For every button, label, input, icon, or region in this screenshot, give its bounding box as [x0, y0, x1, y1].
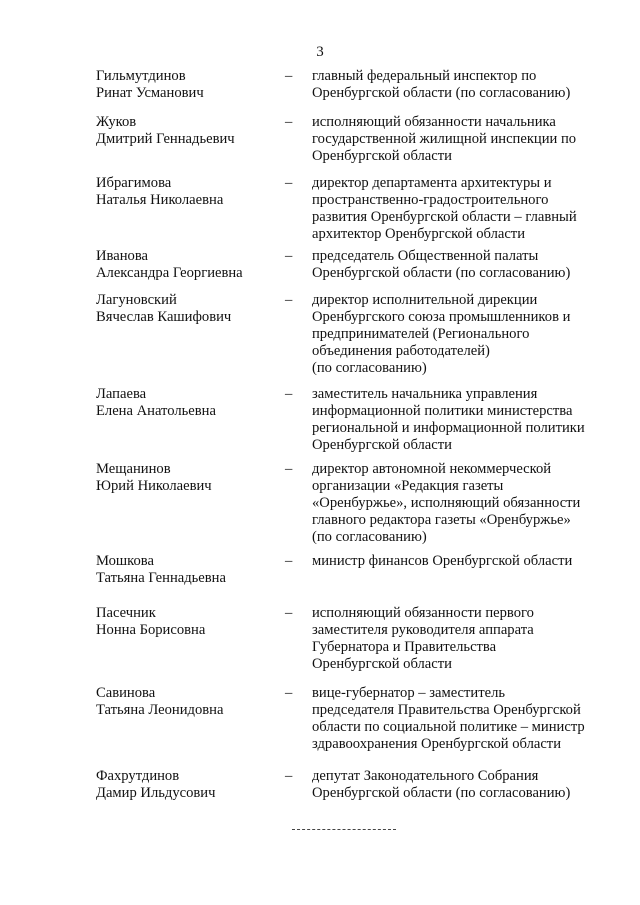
member-position-line: директор автономной некоммерческой [312, 461, 552, 477]
member-position-line: здравоохранения Оренбургской области [312, 736, 561, 752]
member-name [96, 114, 276, 148]
member-name-line: Наталья Николаевна [96, 192, 224, 208]
member-position-line: Губернатора и Правительства [312, 639, 497, 655]
member-position-line: директор исполнительной дирекции [312, 292, 538, 308]
member-position-line: Оренбургской области [312, 148, 452, 164]
page-number: 3 [316, 44, 324, 60]
entry-dash: – [285, 685, 293, 701]
member-name-line: Дамир Ильдусович [96, 785, 216, 801]
member-position-line: исполняющий обязанности первого [312, 605, 534, 621]
member-name-line: Елена Анатольевна [96, 403, 216, 419]
member-position-line: Оренбургской области [312, 437, 452, 453]
member-position-line: архитектор Оренбургской области [312, 226, 525, 242]
member-name [96, 685, 276, 719]
member-name-line: Фахрутдинов [96, 768, 180, 784]
member-name-line: Гильмутдинов [96, 68, 186, 84]
member-name-line: Пасечник [96, 605, 156, 621]
member-name-line: Иванова [96, 248, 148, 264]
member-name [96, 553, 276, 587]
member-position-line: председателя Правительства Оренбургской [312, 702, 581, 718]
member-position-line: главного редактора газеты «Оренбуржье» [312, 512, 571, 528]
member-position [312, 386, 612, 454]
member-name-line: Юрий Николаевич [96, 478, 212, 494]
entry-dash: – [285, 461, 293, 477]
member-position-line: информационной политики министерства [312, 403, 573, 419]
member-name [96, 386, 276, 420]
member-position-line: министр финансов Оренбургской области [312, 553, 573, 569]
member-name-line: Жуков [96, 114, 137, 130]
member-name-line: Мещанинов [96, 461, 171, 477]
member-position-line: (по согласованию) [312, 360, 427, 376]
member-position-line: государственной жилищной инспекции по [312, 131, 577, 147]
member-position [312, 553, 612, 570]
member-name [96, 768, 276, 802]
member-position-line: объединения работодателей) [312, 343, 490, 359]
member-position [312, 68, 612, 102]
member-name [96, 605, 276, 639]
member-name-line: Ринат Усманович [96, 85, 204, 101]
member-position [312, 175, 612, 243]
member-position-line: Оренбургского союза промышленников и [312, 309, 571, 325]
member-position [312, 605, 612, 673]
entry-dash: – [285, 68, 293, 84]
member-position-line: пространственно-градостроительного [312, 192, 549, 208]
member-name-line: Лапаева [96, 386, 147, 402]
member-position-line: заместитель начальника управления [312, 386, 538, 402]
member-name-line: Савинова [96, 685, 156, 701]
member-name [96, 248, 276, 282]
member-position [312, 685, 612, 753]
member-position-line: главный федеральный инспектор по [312, 68, 537, 84]
member-position [312, 768, 612, 802]
member-name-line: Ибрагимова [96, 175, 172, 191]
member-name [96, 68, 276, 102]
member-name-line: Нонна Борисовна [96, 622, 206, 638]
member-name-line: Лагуновский [96, 292, 177, 308]
entry-dash: – [285, 248, 293, 264]
member-position-line: Оренбургской области (по согласованию) [312, 265, 571, 281]
member-name-line: Татьяна Геннадьевна [96, 570, 226, 586]
entry-dash: – [285, 292, 293, 308]
member-position [312, 248, 612, 282]
member-position [312, 461, 612, 546]
member-position-line: Оренбургской области (по согласованию) [312, 85, 571, 101]
member-name-line: Мошкова [96, 553, 154, 569]
member-position-line: вице-губернатор – заместитель [312, 685, 506, 701]
member-name [96, 461, 276, 495]
entry-dash: – [285, 386, 293, 402]
member-name-line: Александра Георгиевна [96, 265, 243, 281]
entry-dash: – [285, 768, 293, 784]
member-position-line: заместителя руководителя аппарата [312, 622, 534, 638]
member-position-line: (по согласованию) [312, 529, 427, 545]
entry-dash: – [285, 114, 293, 130]
member-position-line: организации «Редакция газеты [312, 478, 504, 494]
member-position-line: «Оренбуржье», исполняющий обязанности [312, 495, 581, 511]
member-position-line: исполняющий обязанности начальника [312, 114, 556, 130]
member-name [96, 175, 276, 209]
member-position-line: Оренбургской области (по согласованию) [312, 785, 571, 801]
member-position-line: области по социальной политике – министр [312, 719, 585, 735]
member-name-line: Вячеслав Кашифович [96, 309, 232, 325]
member-position-line: председатель Общественной палаты [312, 248, 539, 264]
member-position-line: депутат Законодательного Собрания [312, 768, 539, 784]
member-position [312, 292, 612, 377]
member-position-line: директор департамента архитектуры и [312, 175, 552, 191]
entry-dash: – [285, 175, 293, 191]
closing-separator-line [292, 829, 396, 830]
member-position [312, 114, 612, 165]
entry-dash: – [285, 605, 293, 621]
member-position-line: предпринимателей (Регионального [312, 326, 530, 342]
member-position-line: региональной и информационной политики [312, 420, 585, 436]
member-position-line: развития Оренбургской области – главный [312, 209, 577, 225]
member-name [96, 292, 276, 326]
member-name-line: Татьяна Леонидовна [96, 702, 224, 718]
member-position-line: Оренбургской области [312, 656, 452, 672]
member-name-line: Дмитрий Геннадьевич [96, 131, 235, 147]
entry-dash: – [285, 553, 293, 569]
